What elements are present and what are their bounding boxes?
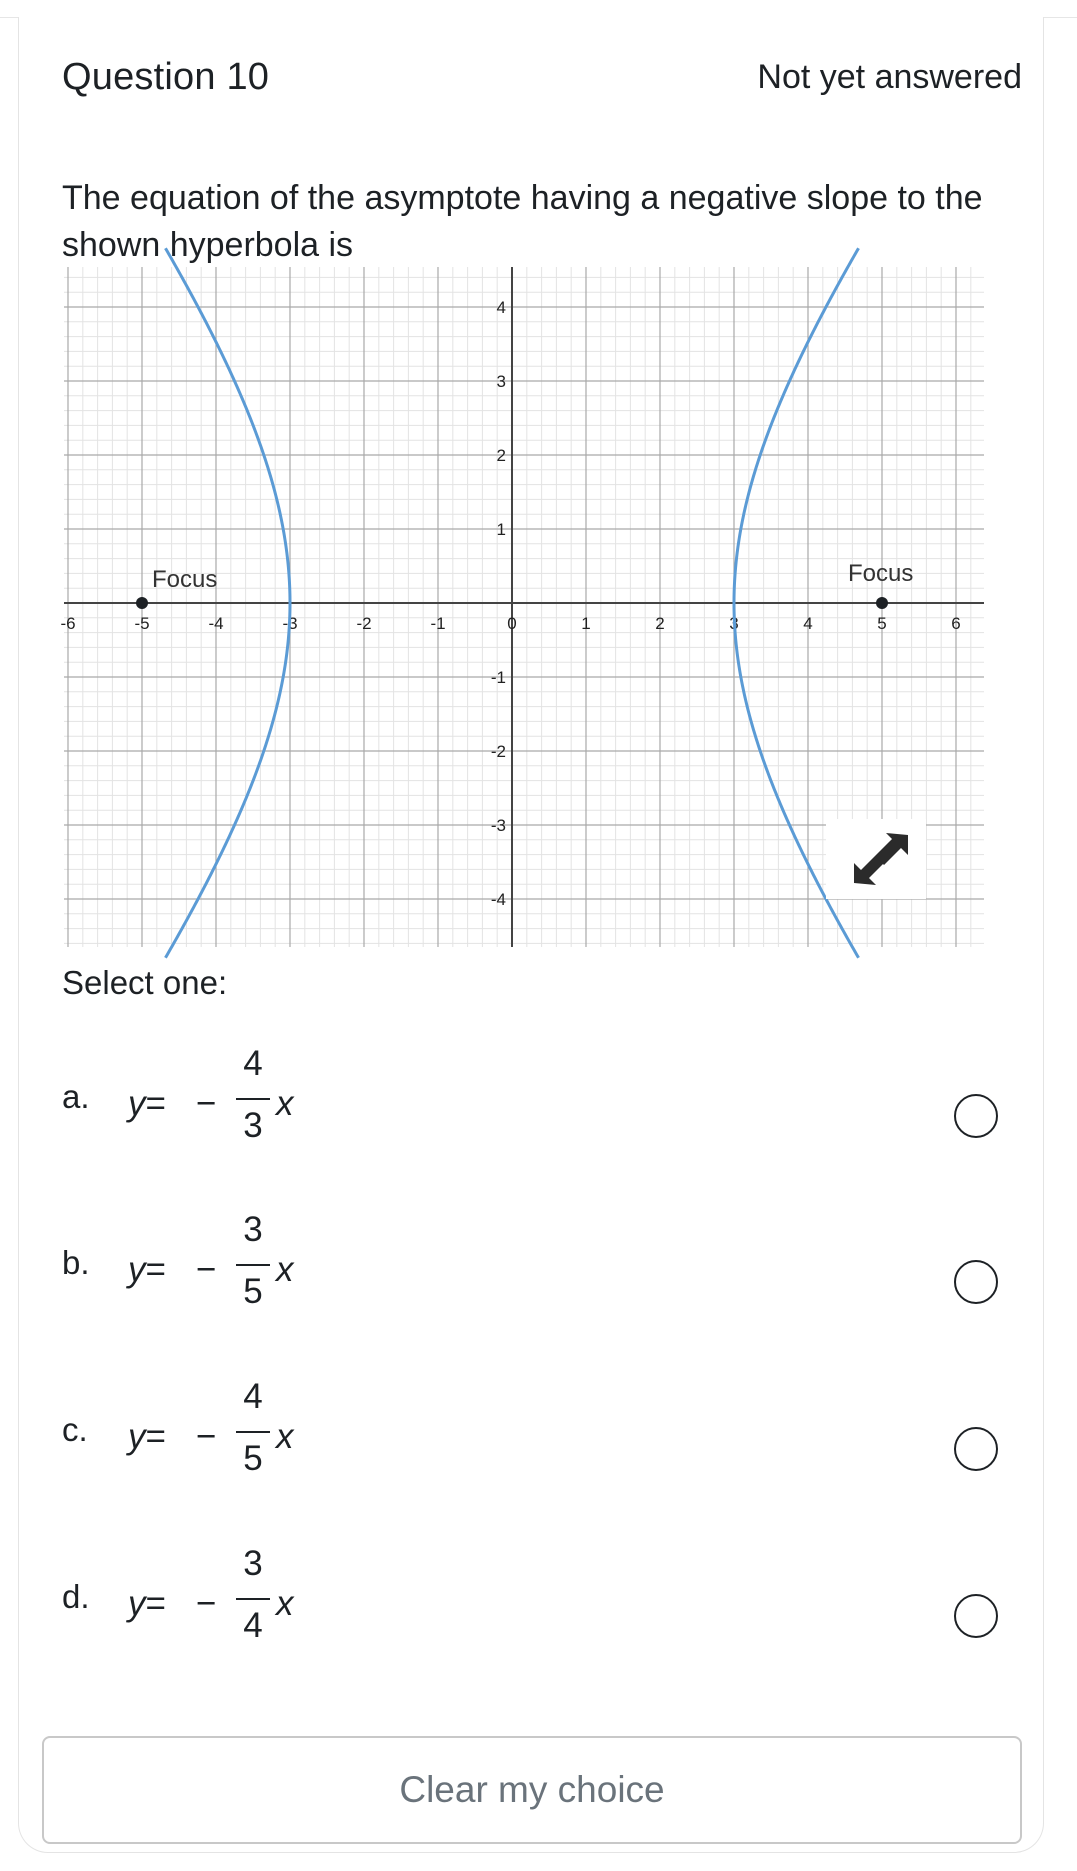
formula-denominator: 3 bbox=[243, 1106, 263, 1145]
y-tick-label: 1 bbox=[496, 520, 506, 539]
option-radio[interactable] bbox=[954, 1094, 998, 1138]
formula-numerator: 3 bbox=[243, 1544, 263, 1583]
fraction-bar bbox=[236, 1431, 270, 1433]
focus-right-point bbox=[876, 597, 888, 609]
formula-minus: − bbox=[196, 1250, 217, 1289]
x-tick-label: -2 bbox=[356, 614, 372, 633]
option-letter: c. bbox=[62, 1411, 88, 1448]
formula-lhs: y= bbox=[128, 1584, 166, 1623]
x-tick-label: 6 bbox=[951, 614, 961, 633]
y-tick-label: 3 bbox=[496, 372, 506, 391]
question-text: The equation of the asymptote having a negative slope to the shown hyperbola is bbox=[62, 179, 983, 264]
x-tick-label: -6 bbox=[60, 614, 76, 633]
answer-option[interactable] bbox=[0, 1353, 1077, 1503]
formula-minus: − bbox=[196, 1417, 217, 1456]
fraction-bar bbox=[236, 1264, 270, 1266]
formula-variable: x bbox=[276, 1084, 294, 1123]
y-tick-label: -2 bbox=[490, 742, 506, 761]
y-tick-label: 2 bbox=[496, 446, 506, 465]
formula-numerator: 3 bbox=[243, 1210, 263, 1249]
formula-numerator: 4 bbox=[243, 1377, 263, 1416]
focus-left-label: Focus bbox=[152, 566, 218, 593]
formula-minus: − bbox=[196, 1584, 217, 1623]
x-tick-label: -4 bbox=[208, 614, 224, 633]
answer-option[interactable] bbox=[0, 1020, 1077, 1170]
select-one-label: Select one: bbox=[62, 964, 228, 1001]
y-tick-label: -3 bbox=[490, 816, 506, 835]
fraction-bar bbox=[236, 1098, 270, 1100]
x-tick-label: 0 bbox=[507, 614, 517, 633]
formula-variable: x bbox=[276, 1250, 294, 1289]
formula-denominator: 5 bbox=[243, 1439, 263, 1478]
fraction-bar bbox=[236, 1598, 270, 1600]
answer-option[interactable] bbox=[0, 1186, 1077, 1336]
formula-lhs: y= bbox=[128, 1417, 166, 1456]
x-tick-label: 5 bbox=[877, 614, 887, 633]
question-status: Not yet answered bbox=[757, 58, 1022, 96]
x-tick-label: 3 bbox=[729, 614, 739, 633]
option-letter: d. bbox=[62, 1578, 90, 1615]
focus-right-label: Focus bbox=[848, 560, 914, 587]
formula-minus: − bbox=[196, 1084, 217, 1123]
y-tick-label: -4 bbox=[490, 890, 506, 909]
x-tick-label: -3 bbox=[282, 614, 298, 633]
x-tick-label: -1 bbox=[430, 614, 446, 633]
question-number: Question 10 bbox=[62, 56, 270, 98]
formula-variable: x bbox=[276, 1417, 294, 1456]
focus-left-point bbox=[136, 597, 148, 609]
expand-arrows-icon[interactable] bbox=[826, 819, 926, 899]
formula-lhs: y= bbox=[128, 1084, 166, 1123]
option-letter: b. bbox=[62, 1244, 90, 1281]
x-tick-label: 2 bbox=[655, 614, 665, 633]
formula-denominator: 5 bbox=[243, 1272, 263, 1311]
option-radio[interactable] bbox=[954, 1594, 998, 1638]
option-letter: a. bbox=[62, 1078, 90, 1115]
option-radio[interactable] bbox=[954, 1260, 998, 1304]
formula-variable: x bbox=[276, 1584, 294, 1623]
x-tick-label: 1 bbox=[581, 614, 591, 633]
y-tick-label: -1 bbox=[490, 668, 506, 687]
clear-choice-button[interactable]: Clear my choice bbox=[42, 1736, 1022, 1844]
y-tick-label: 4 bbox=[496, 298, 506, 317]
formula-lhs: y= bbox=[128, 1250, 166, 1289]
x-tick-label: 4 bbox=[803, 614, 813, 633]
x-tick-label: -5 bbox=[134, 614, 150, 633]
option-radio[interactable] bbox=[954, 1427, 998, 1471]
formula-denominator: 4 bbox=[243, 1606, 263, 1645]
formula-numerator: 4 bbox=[243, 1044, 263, 1083]
hyperbola-graph bbox=[60, 267, 984, 947]
answer-option[interactable] bbox=[0, 1520, 1077, 1670]
